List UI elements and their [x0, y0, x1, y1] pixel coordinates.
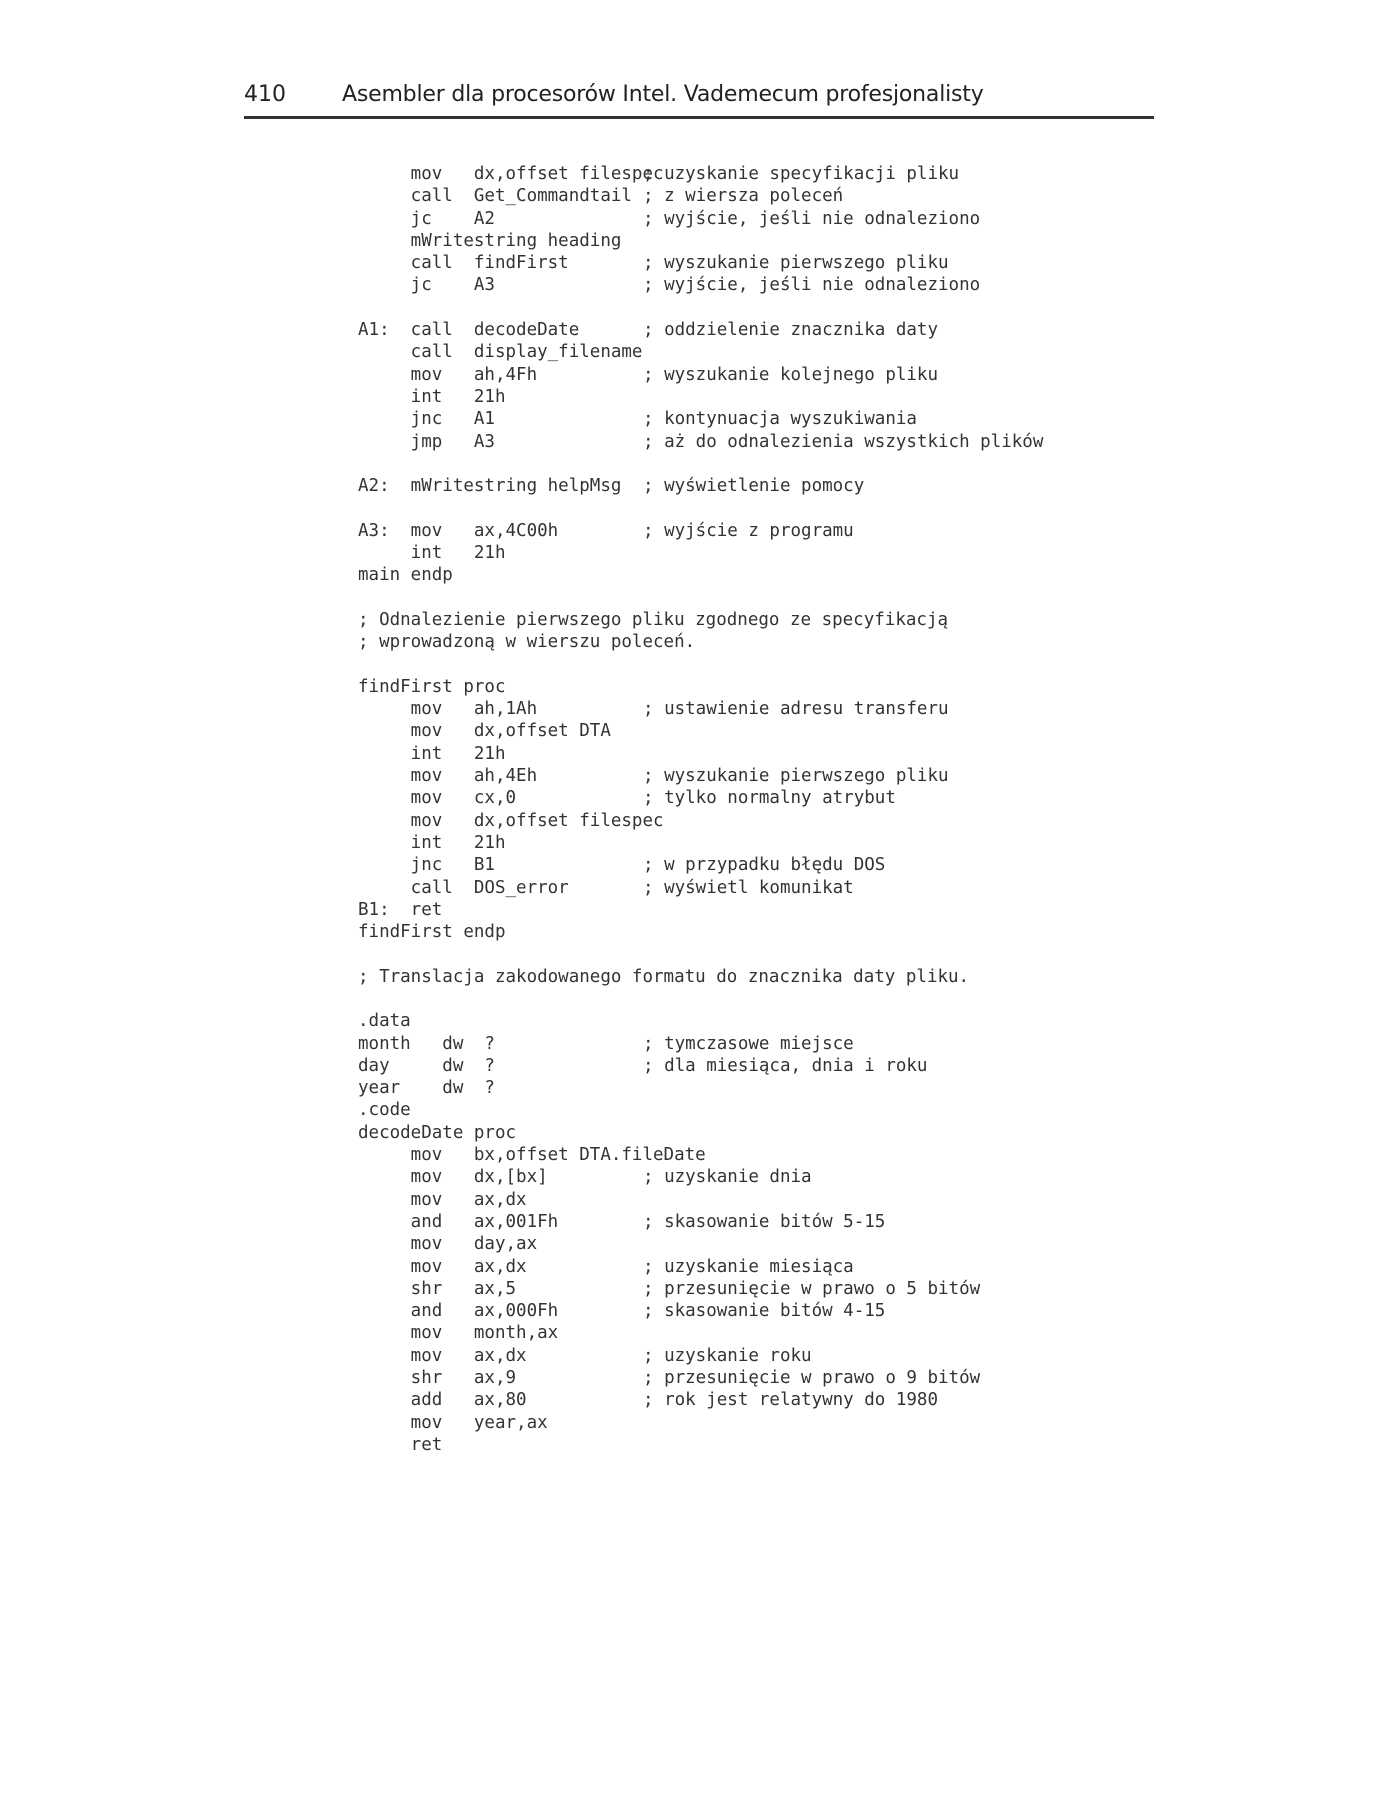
code-text: int 21h	[358, 832, 506, 853]
code-line	[358, 1367, 1043, 1389]
code-line	[358, 274, 1043, 296]
code-line	[358, 854, 1043, 876]
code-comment: ; wyszukanie pierwszego pliku	[643, 766, 949, 787]
code-line	[358, 1144, 1043, 1166]
code-text: ; Translacja zakodowanego formatu do znacznika daty pliku.	[358, 966, 970, 987]
page-header	[244, 82, 1154, 120]
code-text: .code	[358, 1100, 411, 1121]
code-line	[358, 542, 1043, 564]
code-line	[358, 654, 1043, 676]
code-comment: ; skasowanie bitów 4-15	[643, 1301, 886, 1322]
code-line	[358, 765, 1043, 787]
code-line	[358, 1122, 1043, 1144]
code-comment: ; z wiersza poleceń	[643, 186, 844, 207]
code-text: int 21h	[358, 743, 506, 764]
code-text: findFirst endp	[358, 922, 506, 943]
code-comment: ; wyszukanie kolejnego pliku	[643, 364, 939, 385]
code-comment: ; kontynuacja wyszukiwania	[643, 409, 917, 430]
code-comment: ; uzyskanie miesiąca	[643, 1256, 854, 1277]
code-text: call findFirst	[358, 253, 569, 274]
code-comment: ; dla miesiąca, dnia i roku	[643, 1055, 928, 1076]
code-text: jmp A3	[358, 431, 495, 452]
page-number: 410	[244, 82, 286, 107]
code-comment: ; oddzielenie znacznika daty	[643, 320, 939, 341]
running-title: Asembler dla procesorów Intel. Vademecum profesjonalisty	[342, 82, 984, 107]
code-line	[358, 475, 1043, 497]
code-line	[358, 899, 1043, 921]
code-line	[358, 877, 1043, 899]
code-comment: ; rok jest relatywny do 1980	[643, 1390, 939, 1411]
code-line	[358, 185, 1043, 207]
code-line	[358, 1099, 1043, 1121]
code-text: ret	[358, 1434, 443, 1455]
code-line	[358, 297, 1043, 319]
code-text: mWritestring heading	[358, 230, 622, 251]
code-line	[358, 1256, 1043, 1278]
code-text: and ax,001Fh	[358, 1211, 559, 1232]
code-line	[358, 1033, 1043, 1055]
code-comment: ; przesunięcie w prawo o 9 bitów	[643, 1368, 981, 1389]
code-text: mov ah,1Ah	[358, 699, 538, 720]
code-line	[358, 1233, 1043, 1255]
code-text: mov ah,4Eh	[358, 766, 538, 787]
code-text: shr ax,9	[358, 1368, 517, 1389]
code-line	[358, 743, 1043, 765]
header-rule	[244, 116, 1154, 119]
code-text: jnc A1	[358, 409, 495, 430]
code-line	[358, 832, 1043, 854]
code-text: ; Odnalezienie pierwszego pliku zgodnego ze specyfikacją	[358, 609, 949, 630]
code-text: main endp	[358, 565, 453, 586]
code-text: mov dx,offset filespec	[358, 164, 664, 184]
code-line	[358, 1077, 1043, 1099]
code-comment: ; tylko normalny atrybut	[643, 788, 896, 809]
code-line	[358, 252, 1043, 274]
code-line	[358, 564, 1043, 586]
code-line	[358, 1166, 1043, 1188]
code-line	[358, 1322, 1043, 1344]
code-comment: ; przesunięcie w prawo o 5 bitów	[643, 1278, 981, 1299]
code-line	[358, 386, 1043, 408]
code-text: mov year,ax	[358, 1412, 548, 1433]
code-text: mov day,ax	[358, 1234, 538, 1255]
code-comment: ; wyszukanie pierwszego pliku	[643, 253, 949, 274]
code-text: year dw ?	[358, 1078, 495, 1099]
code-line	[358, 1055, 1043, 1077]
code-text: jc A3	[358, 275, 495, 296]
code-text: and ax,000Fh	[358, 1301, 559, 1322]
code-line	[358, 587, 1043, 609]
code-line	[358, 720, 1043, 742]
code-text: mov dx,offset DTA	[358, 721, 611, 742]
code-line	[358, 988, 1043, 1010]
code-line	[358, 631, 1043, 653]
code-comment: ; ustawienie adresu transferu	[643, 699, 949, 720]
code-comment: ; wyświetl komunikat	[643, 877, 854, 898]
code-comment: ; uzyskanie specyfikacji pliku	[643, 164, 960, 184]
code-text: call Get_Commandtail	[358, 186, 632, 207]
code-text: B1: ret	[358, 899, 443, 920]
code-line	[358, 520, 1043, 542]
code-text: shr ax,5	[358, 1278, 517, 1299]
code-text: call display_filename	[358, 342, 643, 363]
code-text: mov ax,dx	[358, 1345, 527, 1366]
code-line	[358, 431, 1043, 453]
code-text: int 21h	[358, 543, 506, 564]
code-line	[358, 163, 1043, 185]
code-text: mov bx,offset DTA.fileDate	[358, 1145, 706, 1166]
code-line	[358, 408, 1043, 430]
code-line	[358, 1278, 1043, 1300]
code-text: A3: mov ax,4C00h	[358, 520, 559, 541]
code-comment: ; skasowanie bitów 5-15	[643, 1211, 886, 1232]
code-comment: ; wyjście, jeśli nie odnaleziono	[643, 208, 981, 229]
code-line	[358, 787, 1043, 809]
code-line	[358, 1300, 1043, 1322]
code-line	[358, 676, 1043, 698]
code-text: month dw ?	[358, 1033, 495, 1054]
code-comment: ; uzyskanie dnia	[643, 1167, 812, 1188]
code-line	[358, 341, 1043, 363]
code-text: mov ax,dx	[358, 1189, 527, 1210]
code-comment: ; wyświetlenie pomocy	[643, 476, 865, 497]
code-line	[358, 230, 1043, 252]
code-comment: ; tymczasowe miejsce	[643, 1033, 854, 1054]
code-line	[358, 1434, 1043, 1456]
code-line	[358, 1010, 1043, 1032]
code-line	[358, 1389, 1043, 1411]
code-comment: ; aż do odnalezienia wszystkich plików	[643, 431, 1044, 452]
code-text: A2: mWritestring helpMsg	[358, 476, 622, 497]
code-text: decodeDate proc	[358, 1122, 517, 1143]
code-text: .data	[358, 1011, 411, 1032]
code-text: mov ah,4Fh	[358, 364, 538, 385]
code-text: mov ax,dx	[358, 1256, 527, 1277]
code-line	[358, 966, 1043, 988]
code-text: jc A2	[358, 208, 495, 229]
code-text: mov cx,0	[358, 788, 517, 809]
code-comment: ; uzyskanie roku	[643, 1345, 812, 1366]
code-comment: ; w przypadku błędu DOS	[643, 855, 886, 876]
code-line	[358, 943, 1043, 965]
code-text: day dw ?	[358, 1055, 495, 1076]
code-comment: ; wyjście, jeśli nie odnaleziono	[643, 275, 981, 296]
code-text: int 21h	[358, 386, 506, 407]
code-line	[358, 698, 1043, 720]
code-text: mov dx,offset filespec	[358, 810, 664, 831]
code-line	[358, 1345, 1043, 1367]
code-text: A1: call decodeDate	[358, 320, 580, 341]
code-line	[358, 921, 1043, 943]
code-text: call DOS_error	[358, 877, 569, 898]
code-line	[358, 453, 1043, 475]
code-line	[358, 208, 1043, 230]
code-line	[358, 810, 1043, 832]
code-listing	[358, 163, 1043, 1456]
code-line	[358, 319, 1043, 341]
code-line	[358, 497, 1043, 519]
code-text: jnc B1	[358, 855, 495, 876]
code-text: mov dx,[bx]	[358, 1167, 548, 1188]
code-text: findFirst proc	[358, 676, 506, 697]
code-text: add ax,80	[358, 1390, 527, 1411]
code-line	[358, 1189, 1043, 1211]
code-line	[358, 1412, 1043, 1434]
code-line	[358, 364, 1043, 386]
code-text: mov month,ax	[358, 1323, 559, 1344]
code-line	[358, 609, 1043, 631]
code-text: ; wprowadzoną w wierszu poleceń.	[358, 632, 696, 653]
code-line	[358, 1211, 1043, 1233]
code-comment: ; wyjście z programu	[643, 520, 854, 541]
